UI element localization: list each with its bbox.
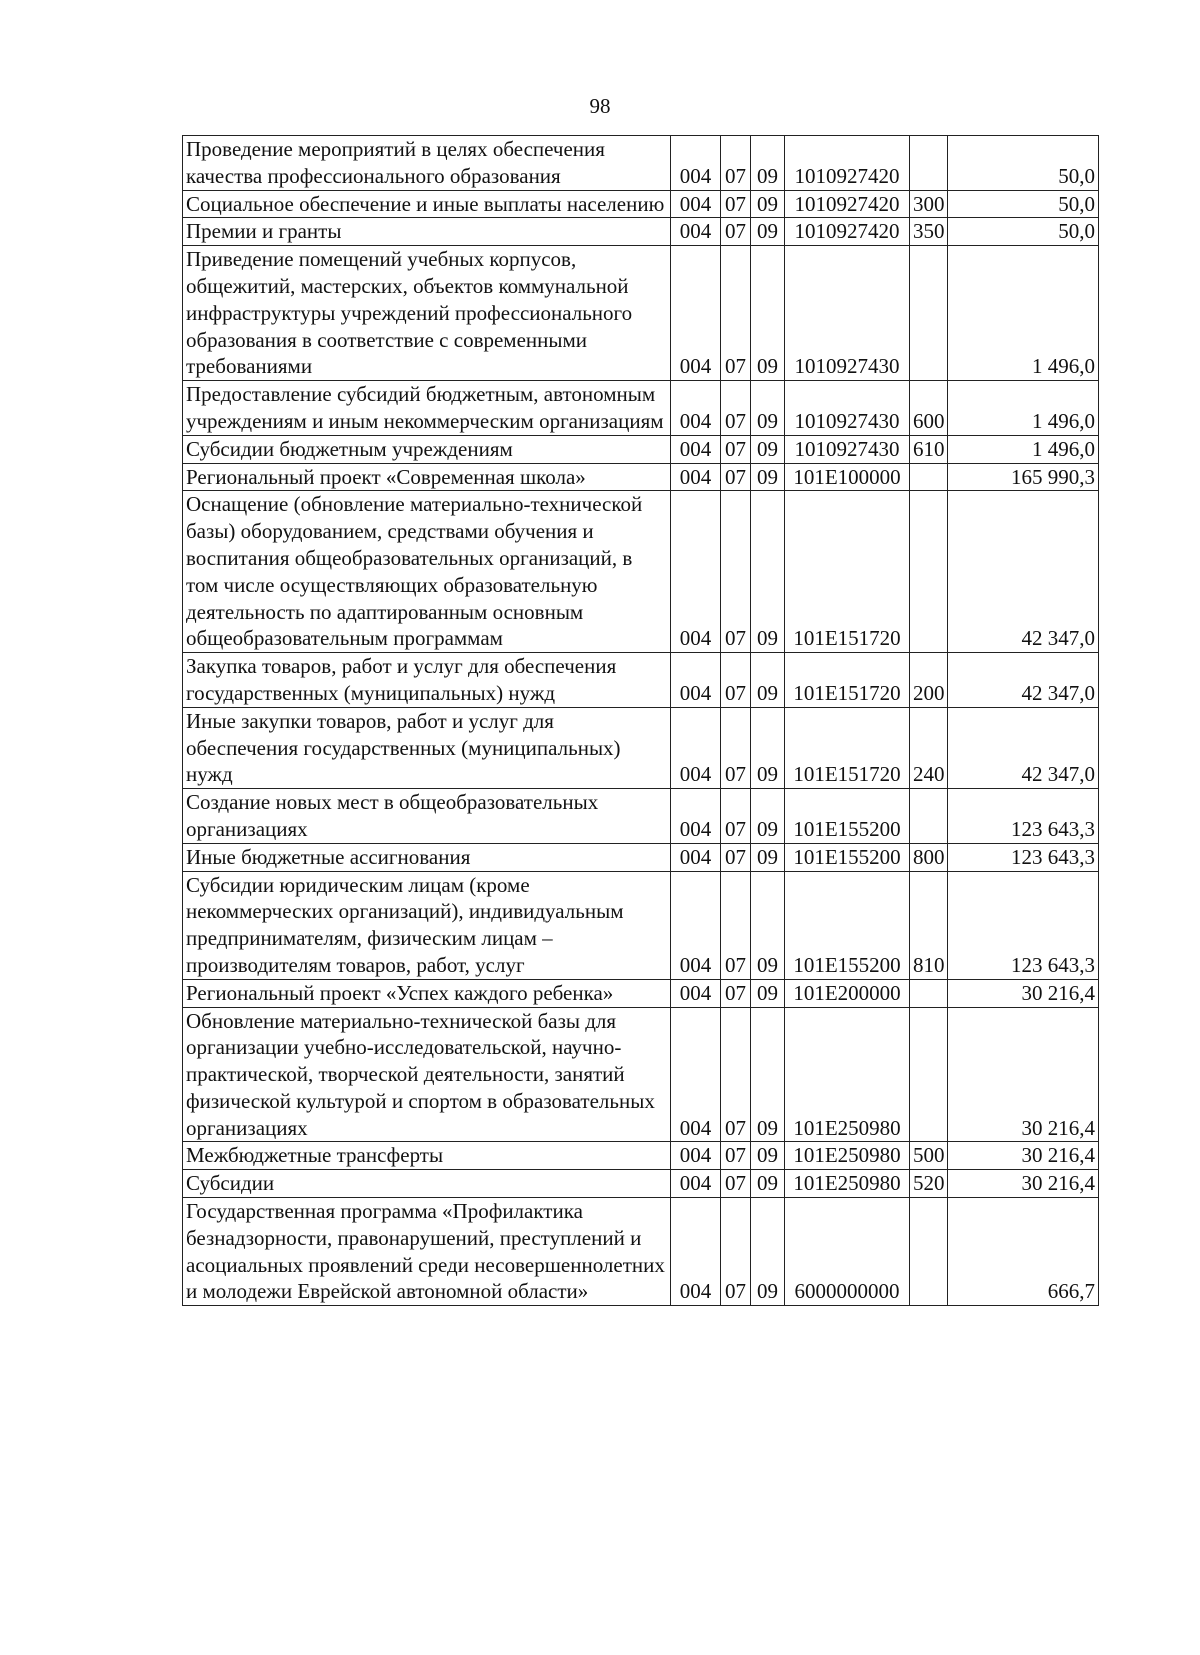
- amount-cell: 666,7: [948, 1198, 1099, 1306]
- section-code-cell: 07: [721, 463, 751, 491]
- ved-code-cell: 004: [671, 1007, 721, 1142]
- table-row: [183, 218, 1099, 246]
- amount-cell: 30 216,4: [948, 1170, 1099, 1198]
- ved-code-cell: 004: [671, 246, 721, 381]
- section-code-cell: 07: [721, 1142, 751, 1170]
- section-code-cell: 07: [721, 1007, 751, 1142]
- subsection-code-cell: 09: [751, 1198, 785, 1306]
- section-code-cell: 07: [721, 190, 751, 218]
- target-article-cell: 6000000000: [785, 1198, 910, 1306]
- table-row: [183, 653, 1099, 708]
- row-name-cell: Субсидии: [183, 1170, 671, 1198]
- target-article-cell: 1010927420: [785, 190, 910, 218]
- ved-code-cell: 004: [671, 491, 721, 653]
- subsection-code-cell: 09: [751, 871, 785, 979]
- row-name-cell: Субсидии юридическим лицам (кроме некоммерческих организаций), индивидуальным предпринимателям, физическим лицам – производителям товаров, работ, услуг: [183, 871, 671, 979]
- amount-cell: 165 990,3: [948, 463, 1099, 491]
- subsection-code-cell: 09: [751, 491, 785, 653]
- section-code-cell: 07: [721, 1198, 751, 1306]
- amount-cell: 30 216,4: [948, 1142, 1099, 1170]
- ved-code-cell: 004: [671, 1198, 721, 1306]
- target-article-cell: 101E250980: [785, 1142, 910, 1170]
- ved-code-cell: 004: [671, 707, 721, 788]
- table-row: [183, 707, 1099, 788]
- expense-kind-cell: 520: [910, 1170, 948, 1198]
- section-code-cell: 07: [721, 136, 751, 191]
- section-code-cell: 07: [721, 979, 751, 1007]
- subsection-code-cell: 09: [751, 979, 785, 1007]
- subsection-code-cell: 09: [751, 190, 785, 218]
- subsection-code-cell: 09: [751, 1007, 785, 1142]
- section-code-cell: 07: [721, 491, 751, 653]
- subsection-code-cell: 09: [751, 136, 785, 191]
- target-article-cell: 101E100000: [785, 463, 910, 491]
- expense-kind-cell: 200: [910, 653, 948, 708]
- section-code-cell: 07: [721, 789, 751, 844]
- target-article-cell: 101E155200: [785, 843, 910, 871]
- subsection-code-cell: 09: [751, 1142, 785, 1170]
- target-article-cell: 101E155200: [785, 871, 910, 979]
- target-article-cell: 101E250980: [785, 1007, 910, 1142]
- target-article-cell: 101E151720: [785, 491, 910, 653]
- table-row: [183, 1170, 1099, 1198]
- ved-code-cell: 004: [671, 653, 721, 708]
- expense-kind-cell: [910, 1198, 948, 1306]
- amount-cell: 50,0: [948, 136, 1099, 191]
- table-row: [183, 871, 1099, 979]
- row-name-cell: Закупка товаров, работ и услуг для обеспечения государственных (муниципальных) нужд: [183, 653, 671, 708]
- budget-table-body: [183, 136, 1099, 1306]
- expense-kind-cell: [910, 136, 948, 191]
- section-code-cell: 07: [721, 218, 751, 246]
- expense-kind-cell: [910, 1007, 948, 1142]
- row-name-cell: Региональный проект «Успех каждого ребенка»: [183, 979, 671, 1007]
- expense-kind-cell: 240: [910, 707, 948, 788]
- ved-code-cell: 004: [671, 871, 721, 979]
- ved-code-cell: 004: [671, 843, 721, 871]
- subsection-code-cell: 09: [751, 463, 785, 491]
- amount-cell: 1 496,0: [948, 246, 1099, 381]
- amount-cell: 30 216,4: [948, 1007, 1099, 1142]
- target-article-cell: 1010927420: [785, 218, 910, 246]
- expense-kind-cell: [910, 246, 948, 381]
- expense-kind-cell: 600: [910, 381, 948, 436]
- section-code-cell: 07: [721, 1170, 751, 1198]
- amount-cell: 1 496,0: [948, 435, 1099, 463]
- expense-kind-cell: 800: [910, 843, 948, 871]
- row-name-cell: Социальное обеспечение и иные выплаты населению: [183, 190, 671, 218]
- table-row: [183, 463, 1099, 491]
- expense-kind-cell: 810: [910, 871, 948, 979]
- ved-code-cell: 004: [671, 1170, 721, 1198]
- target-article-cell: 1010927430: [785, 381, 910, 436]
- section-code-cell: 07: [721, 246, 751, 381]
- expense-kind-cell: 610: [910, 435, 948, 463]
- expense-kind-cell: 500: [910, 1142, 948, 1170]
- ved-code-cell: 004: [671, 381, 721, 436]
- expense-kind-cell: [910, 491, 948, 653]
- page-number: 98: [589, 94, 611, 118]
- section-code-cell: 07: [721, 707, 751, 788]
- row-name-cell: Премии и гранты: [183, 218, 671, 246]
- target-article-cell: 101E151720: [785, 707, 910, 788]
- amount-cell: 123 643,3: [948, 843, 1099, 871]
- table-row: [183, 246, 1099, 381]
- amount-cell: 123 643,3: [948, 789, 1099, 844]
- amount-cell: 1 496,0: [948, 381, 1099, 436]
- row-name-cell: Государственная программа «Профилактика безнадзорности, правонарушений, преступлений и асоциальных проявлений среди несовершеннолетних и молодежи Еврейской автономной области»: [183, 1198, 671, 1306]
- expense-kind-cell: [910, 979, 948, 1007]
- table-row: [183, 843, 1099, 871]
- subsection-code-cell: 09: [751, 707, 785, 788]
- table-row: [183, 381, 1099, 436]
- subsection-code-cell: 09: [751, 653, 785, 708]
- budget-table: [182, 135, 1099, 1306]
- subsection-code-cell: 09: [751, 246, 785, 381]
- row-name-cell: Создание новых мест в общеобразовательных организациях: [183, 789, 671, 844]
- ved-code-cell: 004: [671, 463, 721, 491]
- row-name-cell: Приведение помещений учебных корпусов, общежитий, мастерских, объектов коммунальной инфраструктуры учреждений профессионального образования в соответствие с современными требованиями: [183, 246, 671, 381]
- table-row: [183, 435, 1099, 463]
- section-code-cell: 07: [721, 871, 751, 979]
- row-name-cell: Проведение мероприятий в целях обеспечения качества профессионального образования: [183, 136, 671, 191]
- row-name-cell: Оснащение (обновление материально-технической базы) оборудованием, средствами обучения и воспитания общеобразовательных организаций, в том числе осуществляющих образовательную деятельность по адаптированным основным общеобразовательным программам: [183, 491, 671, 653]
- table-row: [183, 491, 1099, 653]
- section-code-cell: 07: [721, 381, 751, 436]
- section-code-cell: 07: [721, 435, 751, 463]
- amount-cell: 42 347,0: [948, 707, 1099, 788]
- subsection-code-cell: 09: [751, 789, 785, 844]
- expense-kind-cell: 300: [910, 190, 948, 218]
- target-article-cell: 1010927430: [785, 246, 910, 381]
- row-name-cell: Межбюджетные трансферты: [183, 1142, 671, 1170]
- subsection-code-cell: 09: [751, 381, 785, 436]
- amount-cell: 42 347,0: [948, 653, 1099, 708]
- subsection-code-cell: 09: [751, 218, 785, 246]
- amount-cell: 50,0: [948, 190, 1099, 218]
- section-code-cell: 07: [721, 653, 751, 708]
- expense-kind-cell: 350: [910, 218, 948, 246]
- target-article-cell: 101E151720: [785, 653, 910, 708]
- subsection-code-cell: 09: [751, 843, 785, 871]
- target-article-cell: 101E200000: [785, 979, 910, 1007]
- table-row: [183, 1142, 1099, 1170]
- ved-code-cell: 004: [671, 789, 721, 844]
- amount-cell: 123 643,3: [948, 871, 1099, 979]
- table-row: [183, 789, 1099, 844]
- table-row: [183, 979, 1099, 1007]
- table-row: [183, 1007, 1099, 1142]
- expense-kind-cell: [910, 789, 948, 844]
- amount-cell: 50,0: [948, 218, 1099, 246]
- ved-code-cell: 004: [671, 136, 721, 191]
- subsection-code-cell: 09: [751, 435, 785, 463]
- target-article-cell: 101E155200: [785, 789, 910, 844]
- ved-code-cell: 004: [671, 979, 721, 1007]
- row-name-cell: Обновление материально-технической базы для организации учебно-исследовательской, научно-практической, творческой деятельности, занятий физической культурой и спортом в образовательных организациях: [183, 1007, 671, 1142]
- ved-code-cell: 004: [671, 218, 721, 246]
- table-row: [183, 190, 1099, 218]
- target-article-cell: 101E250980: [785, 1170, 910, 1198]
- target-article-cell: 1010927420: [785, 136, 910, 191]
- row-name-cell: Иные закупки товаров, работ и услуг для обеспечения государственных (муниципальных) нужд: [183, 707, 671, 788]
- row-name-cell: Субсидии бюджетным учреждениям: [183, 435, 671, 463]
- amount-cell: 42 347,0: [948, 491, 1099, 653]
- target-article-cell: 1010927430: [785, 435, 910, 463]
- expense-kind-cell: [910, 463, 948, 491]
- row-name-cell: Иные бюджетные ассигнования: [183, 843, 671, 871]
- section-code-cell: 07: [721, 843, 751, 871]
- ved-code-cell: 004: [671, 1142, 721, 1170]
- subsection-code-cell: 09: [751, 1170, 785, 1198]
- table-row: [183, 136, 1099, 191]
- table-row: [183, 1198, 1099, 1306]
- row-name-cell: Региональный проект «Современная школа»: [183, 463, 671, 491]
- row-name-cell: Предоставление субсидий бюджетным, автономным учреждениям и иным некоммерческим организациям: [183, 381, 671, 436]
- ved-code-cell: 004: [671, 190, 721, 218]
- amount-cell: 30 216,4: [948, 979, 1099, 1007]
- ved-code-cell: 004: [671, 435, 721, 463]
